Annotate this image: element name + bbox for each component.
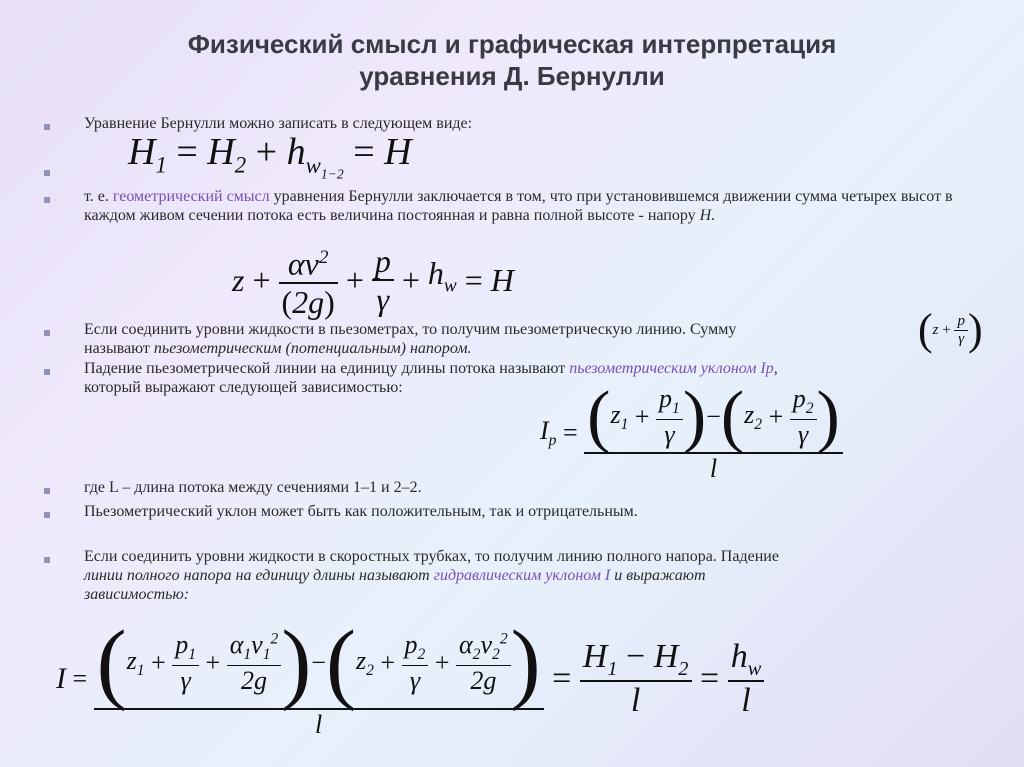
formula-piezometric-head: ( z + $\frac{p}{\gamma}$ ) [918,305,983,354]
title-line-1: Физический смысл и графическая интерпретация [187,29,837,59]
bullet-text-8: Если соединить уровни жидкости в скоростных трубках, то получим линию полного напора. Падение линии полного напора на единицу длины называют гидравлическим уклоном I и выражают зависимостью: [84,548,779,603]
bullet-text-6: где L – длина потока между сечениями 1–1 и 2–2. [84,479,422,496]
bullet-marker [44,197,50,203]
formula-bernoulli-heads: $H_1 = H_2 + h_{w_{1-2}} = H$ [128,131,412,182]
bullet-marker [44,512,50,518]
bullet-marker [44,557,50,563]
bullet-text-1: Уравнение Бернулли можно записать в следующем виде: [84,115,473,132]
bullet-marker [44,170,50,176]
bullet-text-7: Пьезометрический уклон может быть как положительным, так и отрицательным. [84,503,638,520]
bullet-marker [44,369,50,375]
bullet-marker [44,488,50,494]
bullet-marker [44,124,50,130]
bullet-marker [44,330,50,336]
title-line-2: уравнения Д. Бернулли [359,61,665,91]
slide-title [0,28,1024,92]
formula-bernoulli-full: z + $\frac{\alpha v^2}{(2g)}$ + $\frac{p}{\gamma}$ + $h_w$ = H [232,242,514,320]
bullet-text-5: Падение пьезометрической линии на единицу длины потока называют пьезометрическим уклоном Ip, который выражают следующей зависимостью: [84,360,778,396]
formula-piezometric-slope: $I_p$ = ( $z_1$ + $\frac{p_1}{\gamma}$ ) − ( $z_2$ + $\frac{p_2}{\gamma}$ ) l [540,382,843,484]
bullet-text-3: т. е. геометрический смысл уравнения Бернулли заключается в том, что при установившемся движении сумма четырех высот в каждом живом сечении потока есть величина постоянная и равна полной высоте - напору Н. [84,188,953,224]
bullet-text-4: Если соединить уровни жидкости в пьезометрах, то получим пьезометрическую линию. Сумму называют пьезометрическим (потенциальным) напором. [84,321,737,357]
formula-hydraulic-slope: I = ( $z_1$ + $\frac{p_1}{\gamma}$ + $\frac{\alpha_1v_1^2}{2g}$ ) − ( $z_2$ + $\frac{p_2}{\gamma}$ + $\frac{\alpha_2v_2^2}{2g}$ ) l = $\frac{H_1 - H_2}{l}$ = $\frac{h_w}{l}$ [56,618,764,740]
